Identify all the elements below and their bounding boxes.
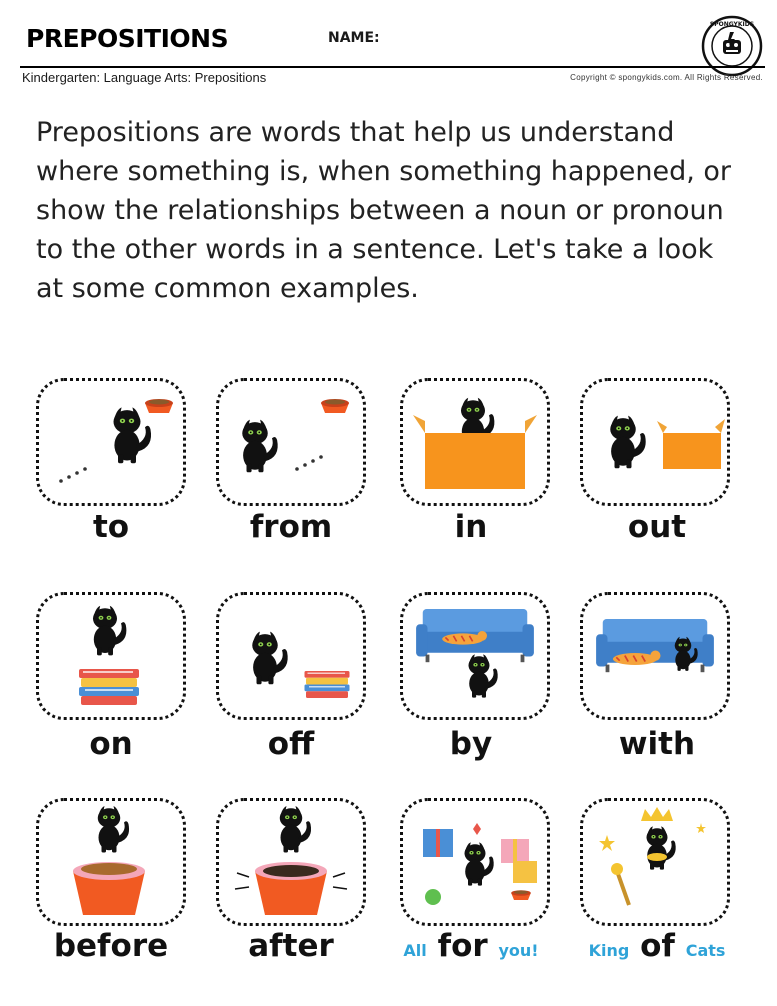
label-before: before bbox=[53, 928, 169, 964]
cat-out-of-box-illustration bbox=[583, 381, 727, 503]
spongykids-logo bbox=[700, 14, 764, 78]
card-on bbox=[36, 592, 186, 720]
cat-before-full-bowl-illustration bbox=[39, 801, 183, 923]
card-from bbox=[216, 378, 366, 506]
label-out: out bbox=[627, 509, 687, 545]
cat-with-cat-on-couch-illustration bbox=[583, 595, 727, 717]
label-after: after bbox=[248, 928, 334, 964]
cat-by-couch-illustration bbox=[403, 595, 547, 717]
card-off bbox=[216, 592, 366, 720]
breadcrumb: Kindergarten: Language Arts: Prepositions bbox=[22, 70, 267, 85]
copyright-text: Copyright © spongykids.com. All Rights Reserved. bbox=[570, 73, 763, 82]
king-cat-with-crown-illustration bbox=[583, 801, 727, 923]
page-title: PREPOSITIONS bbox=[26, 24, 229, 53]
card-in bbox=[400, 378, 550, 506]
cat-in-box-illustration bbox=[403, 381, 547, 503]
intro-paragraph: Prepositions are words that help us understand where something is, when something happened, or show the relationships between a noun or pronoun to the other words in a sentence. Let's take a look at some common examples. bbox=[36, 117, 731, 304]
cat-off-books-illustration bbox=[219, 595, 363, 717]
label-from: from bbox=[249, 509, 333, 545]
cat-on-books-illustration bbox=[39, 595, 183, 717]
card-by bbox=[400, 592, 550, 720]
name-label: NAME: bbox=[328, 30, 380, 46]
label-of: King of Cats bbox=[588, 928, 726, 964]
cat-walking-from-bowl-illustration bbox=[219, 381, 363, 503]
card-after bbox=[216, 798, 366, 926]
svg-text:SPONGYKIDS: SPONGYKIDS bbox=[709, 21, 755, 28]
card-for bbox=[400, 798, 550, 926]
label-in: in bbox=[454, 509, 488, 545]
card-with bbox=[580, 592, 730, 720]
label-by: by bbox=[449, 726, 493, 762]
header-divider bbox=[20, 66, 765, 68]
card-to bbox=[36, 378, 186, 506]
label-to: to bbox=[92, 509, 130, 545]
card-out bbox=[580, 378, 730, 506]
label-for: All for you! bbox=[403, 928, 539, 964]
card-before bbox=[36, 798, 186, 926]
cat-walking-to-bowl-illustration bbox=[39, 381, 183, 503]
cat-with-gifts-illustration bbox=[403, 801, 547, 923]
cat-after-empty-bowl-illustration bbox=[219, 801, 363, 923]
label-off: off bbox=[267, 726, 315, 762]
label-on: on bbox=[89, 726, 133, 762]
card-of bbox=[580, 798, 730, 926]
label-with: with bbox=[618, 726, 696, 762]
